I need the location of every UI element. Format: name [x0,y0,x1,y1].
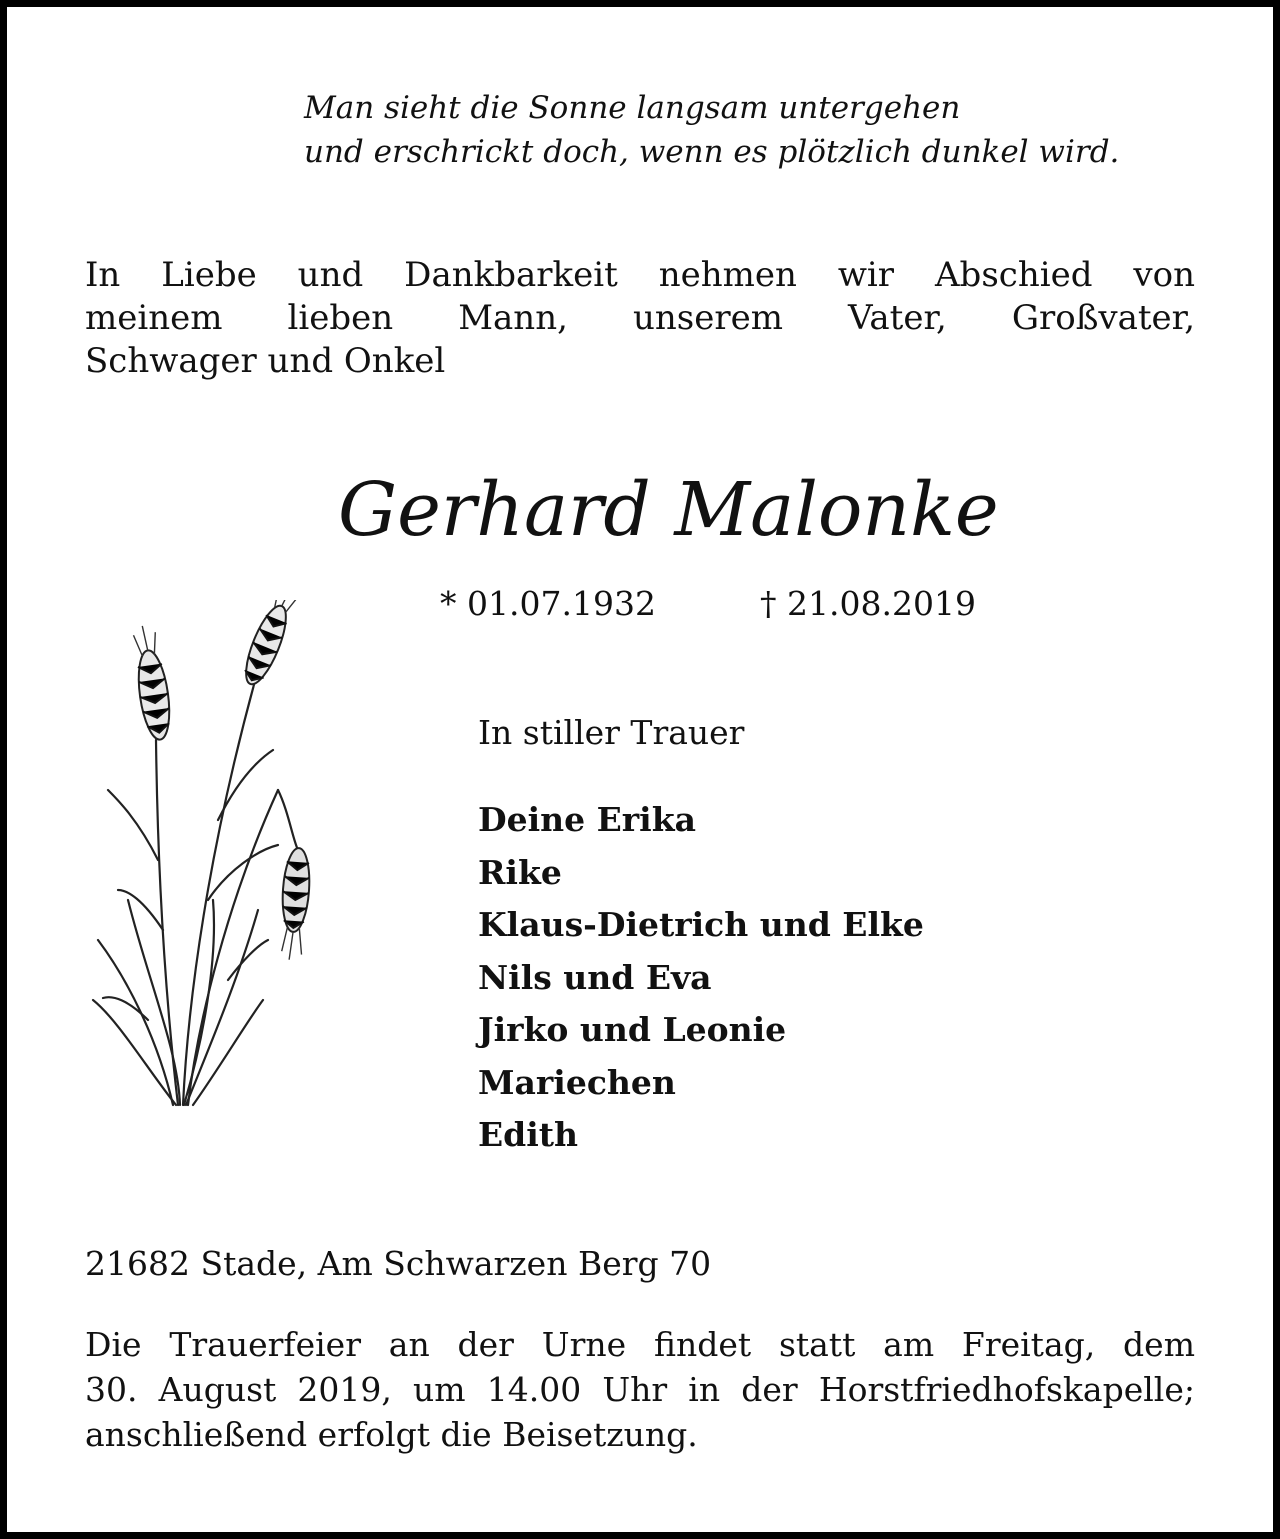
intro-text [85,254,1195,383]
quote-line-2: und erschrickt doch, wenn es plötzlich dunkel wird. [304,134,1120,170]
family-member: Rike [478,852,562,892]
intro-line-2: meinem lieben Mann, unserem Vater, Großvater, [85,298,1195,338]
address: 21682 Stade, Am Schwarzen Berg 70 [85,1244,712,1283]
deceased-name: Gerhard Malonke [338,467,999,553]
family-list [478,794,924,1162]
ceremony-line-3: anschließend erfolgt die Beisetzung. [85,1415,698,1454]
quote-line-1: Man sieht die Sonne langsam untergehen [304,90,961,126]
ceremony-line-1: Die Trauerfeier an der Urne findet statt am Freitag, dem [85,1325,1195,1364]
family-member: Mariechen [478,1062,676,1102]
mourning-heading: In stiller Trauer [478,713,745,752]
wheat-ears-illustration [88,600,328,1120]
intro-line-3: Schwager und Onkel [85,341,446,381]
ceremony-line-2: 30. August 2019, um 14.00 Uhr in der Horstfriedhofskapelle; [85,1370,1195,1409]
family-member: Nils und Eva [478,957,712,997]
family-member: Klaus-Dietrich und Elke [478,905,924,944]
birth-date: * 01.07.1932 [440,584,656,623]
family-member: Edith [478,1115,578,1154]
family-member: Deine Erika [478,800,696,839]
quote [304,86,1224,174]
ceremony-info [85,1322,1195,1457]
family-member: Jirko und Leonie [478,1010,787,1049]
death-date: † 21.08.2019 [760,584,976,623]
intro-line-1: In Liebe und Dankbarkeit nehmen wir Abschied von [85,255,1195,295]
